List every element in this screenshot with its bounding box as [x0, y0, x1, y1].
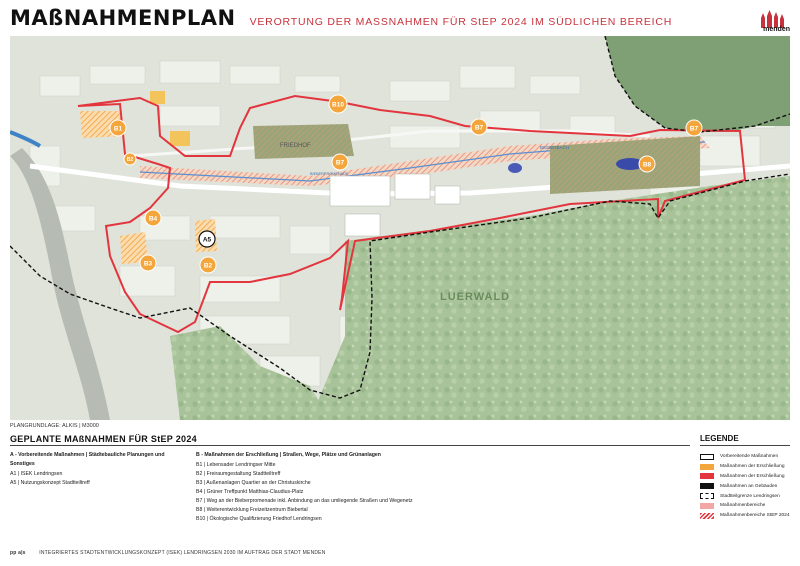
marker-label: B7 [689, 125, 699, 133]
col-a [10, 451, 190, 488]
marker-b7-right[interactable] [686, 120, 702, 136]
marker-b2[interactable] [200, 257, 216, 273]
legend-item: Maßnahmen der Erschließung [700, 462, 792, 472]
list-item: B10 | Ökologische Qualifizierung Friedhof Lendringsen [196, 516, 322, 522]
map-credit: PLANGRUNDLAGE: ALKIS | M3000 [10, 423, 99, 429]
marker-b2-upper[interactable] [124, 153, 136, 165]
list-item: B2 | Freiraumgestaltung Stadtteiltreff [196, 471, 281, 477]
marker-b4[interactable] [145, 210, 161, 226]
marker-label: A5 [202, 236, 212, 244]
footer [10, 550, 326, 556]
marker-label: B3 [143, 260, 153, 268]
legend-swatch-icon [700, 464, 714, 470]
legend-item: Vorbereitende Maßnahmen [700, 452, 792, 462]
marker-label: B2 [126, 157, 134, 163]
list-item: B3 | Außenanlagen Quartier an der Christuskirche [196, 480, 311, 486]
marker-b1[interactable] [110, 120, 126, 136]
legend-item: Maßnahmenbereiche StEP 2024 [700, 511, 792, 521]
bieberbach-label: BIEBERBACH [540, 145, 570, 150]
building-yellow-2 [170, 131, 190, 146]
marker-label: B1 [113, 125, 123, 133]
luerwald-label: LUERWALD [440, 291, 511, 303]
legend-swatch-icon [700, 473, 714, 479]
marker-label: B8 [642, 161, 652, 169]
legend-divider [700, 445, 790, 446]
list-item: B8 | Weiterentwicklung Freizeitzentrum Biebertal [196, 507, 308, 513]
marker-b8[interactable] [639, 156, 655, 172]
marker-label: B7 [335, 159, 345, 167]
legend-item: Maßnahmen der Erschließung [700, 472, 792, 482]
section-title: GEPLANTE MAßNAHMEN FÜR StEP 2024 [10, 434, 197, 444]
col-b [196, 451, 456, 524]
map-view[interactable] [10, 36, 790, 420]
marker-b7-mid[interactable] [471, 119, 487, 135]
marker-b10[interactable] [329, 95, 347, 113]
pond-2 [508, 163, 522, 173]
legend-title: LEGENDE [700, 434, 739, 443]
legend-swatch-icon [700, 454, 714, 460]
header [10, 6, 672, 36]
marker-b7-left[interactable] [332, 154, 348, 170]
marker-a5[interactable] [199, 231, 215, 247]
col-a-heading: A - Vorbereitende Maßnahmen | Städtebauliche Planungen und Sonstiges [10, 452, 165, 467]
map-canvas[interactable] [10, 36, 790, 420]
friedhof-label: FRIEDHOF [280, 143, 311, 149]
list-item: B7 | Weg an der Bieberpromenade inkl. Anbindung an das umliegende Straßen und Wegenetz [196, 498, 413, 504]
list-item: A5 | Nutzungskonzept Stadtteiltreff [10, 480, 90, 486]
footer-firm: pp a|s [10, 550, 26, 556]
bieberpromenade-label: BIEBERPROMENADE [310, 172, 349, 176]
footer-text: INTEGRIERTES STADTENTWICKLUNGSKONZEPT (ISEK) LENDRINGSEN 2030 IM AUFTRAG DER STADT MENDEN [39, 550, 326, 556]
marker-label: B4 [148, 215, 158, 223]
marker-label: B7 [474, 124, 484, 132]
page-title: MAßNAHMENPLAN [10, 6, 236, 30]
legend-item: Maßnahmenbereiche [700, 501, 792, 511]
list-item: A1 | ISEK Lendringsen [10, 471, 63, 477]
list-item: B4 | Grüner Treffpunkt Matthias-Claudius-Platz [196, 489, 304, 495]
section-divider [10, 445, 690, 446]
legend-item: Stadtteilgrenze Lendringsen [700, 491, 792, 501]
legend-item: Maßnahmen an Gebäuden [700, 481, 792, 491]
building-yellow [150, 91, 165, 104]
col-b-heading: B - Maßnahmen der Erschließung | Straßen, Wege, Plätze und Grünanlagen [196, 452, 381, 458]
list-item: B1 | Lebensader Lendringser Mitte [196, 462, 276, 468]
legend-swatch-icon [700, 503, 714, 509]
legend-swatch-icon [700, 513, 714, 519]
marker-label: B2 [203, 262, 213, 270]
logo-text: menden [763, 26, 790, 33]
legend-swatch-icon [700, 493, 714, 499]
marker-b3[interactable] [140, 255, 156, 271]
legend [700, 452, 792, 521]
legend-swatch-icon [700, 483, 714, 489]
marker-label: B10 [332, 101, 344, 109]
page-subtitle: VERORTUNG DER MASSNAHMEN FÜR StEP 2024 IM SÜDLICHEN BEREICH [249, 16, 673, 28]
